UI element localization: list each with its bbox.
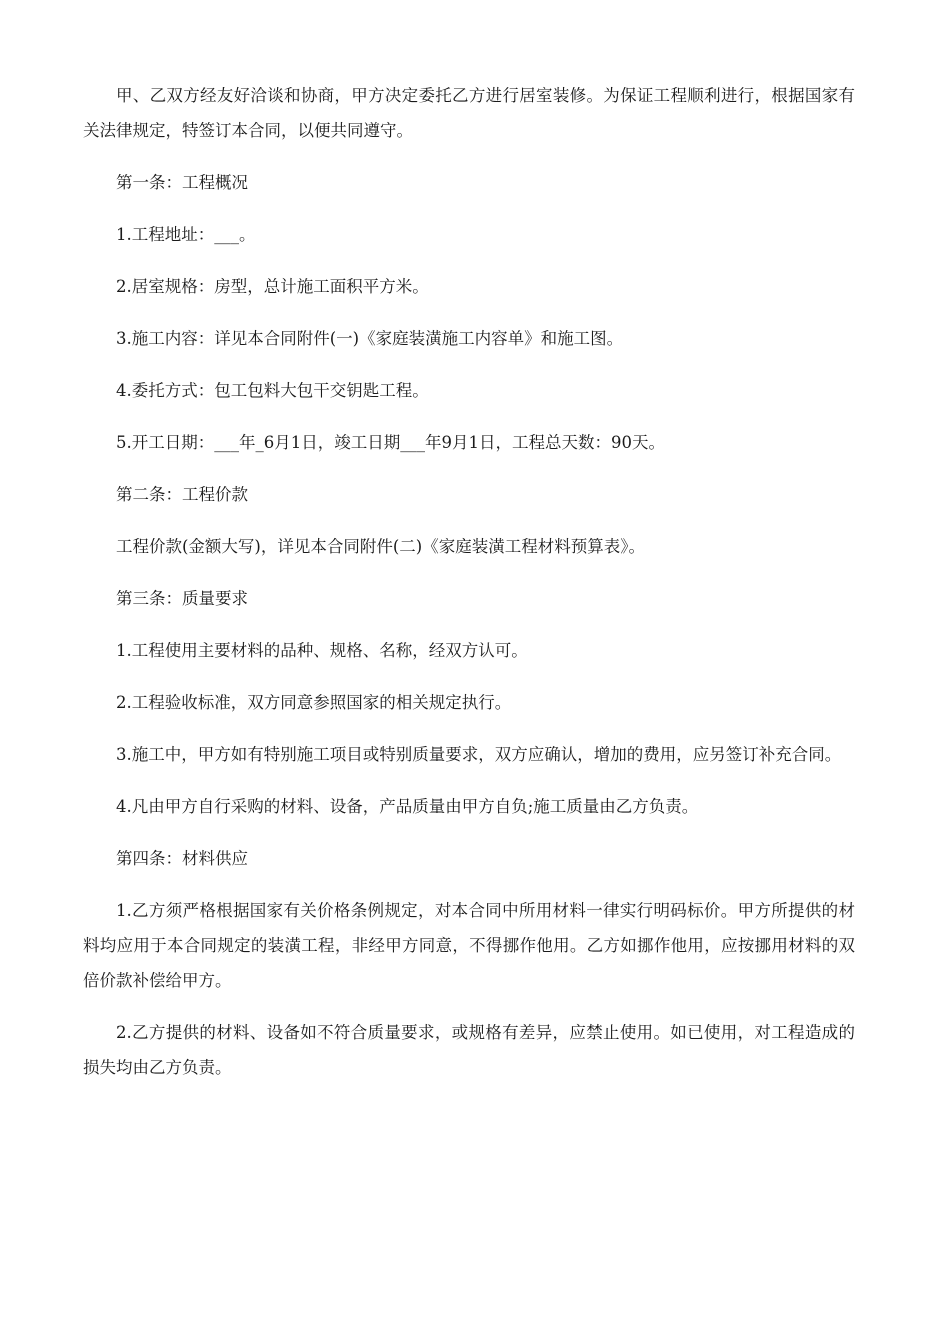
article-1-item-2: 2.居室规格：房型，总计施工面积平方米。 [116, 277, 429, 296]
article-3-item-3: 3.施工中，甲方如有特别施工项目或特别质量要求，双方应确认，增加的费用，应另签订补充合同。 [116, 745, 842, 764]
article-3-item-4: 4.凡由甲方自行采购的材料、设备，产品质量由甲方自负;施工质量由乙方负责。 [116, 797, 699, 816]
article-2-heading: 第二条：工程价款 [116, 485, 248, 504]
article-4-item-1: 1.乙方须严格根据国家有关价格条例规定，对本合同中所用材料一律实行明码标价。甲方所提供的材料均应用于本合同规定的装潢工程，非经甲方同意，不得挪作他用。乙方如挪作他用，应按挪用材料的双倍价款补偿给甲方。 [83, 901, 855, 990]
article-1-item-4: 4.委托方式：包工包料大包干交钥匙工程。 [116, 381, 429, 400]
contract-body [83, 78, 855, 1102]
article-1-item-5: 5.开工日期：___年_6月1日，竣工日期___年9月1日，工程总天数：90天。 [116, 433, 665, 452]
article-4-item-2: 2.乙方提供的材料、设备如不符合质量要求，或规格有差异，应禁止使用。如已使用，对工程造成的损失均由乙方负责。 [83, 1023, 855, 1077]
article-2-body: 工程价款(金额大写)，详见本合同附件(二)《家庭装潢工程材料预算表》。 [116, 537, 645, 556]
article-1-item-1: 1.工程地址：___。 [116, 225, 256, 244]
article-4-heading: 第四条：材料供应 [116, 849, 248, 868]
article-1-heading: 第一条：工程概况 [116, 173, 248, 192]
article-3-item-2: 2.工程验收标准，双方同意参照国家的相关规定执行。 [116, 693, 512, 712]
intro-paragraph: 甲、乙双方经友好洽谈和协商，甲方决定委托乙方进行居室装修。为保证工程顺利进行，根据国家有关法律规定，特签订本合同，以便共同遵守。 [83, 86, 855, 140]
article-3-heading: 第三条：质量要求 [116, 589, 248, 608]
article-3-item-1: 1.工程使用主要材料的品种、规格、名称，经双方认可。 [116, 641, 528, 660]
article-1-item-3: 3.施工内容：详见本合同附件(一)《家庭装潢施工内容单》和施工图。 [116, 329, 624, 348]
